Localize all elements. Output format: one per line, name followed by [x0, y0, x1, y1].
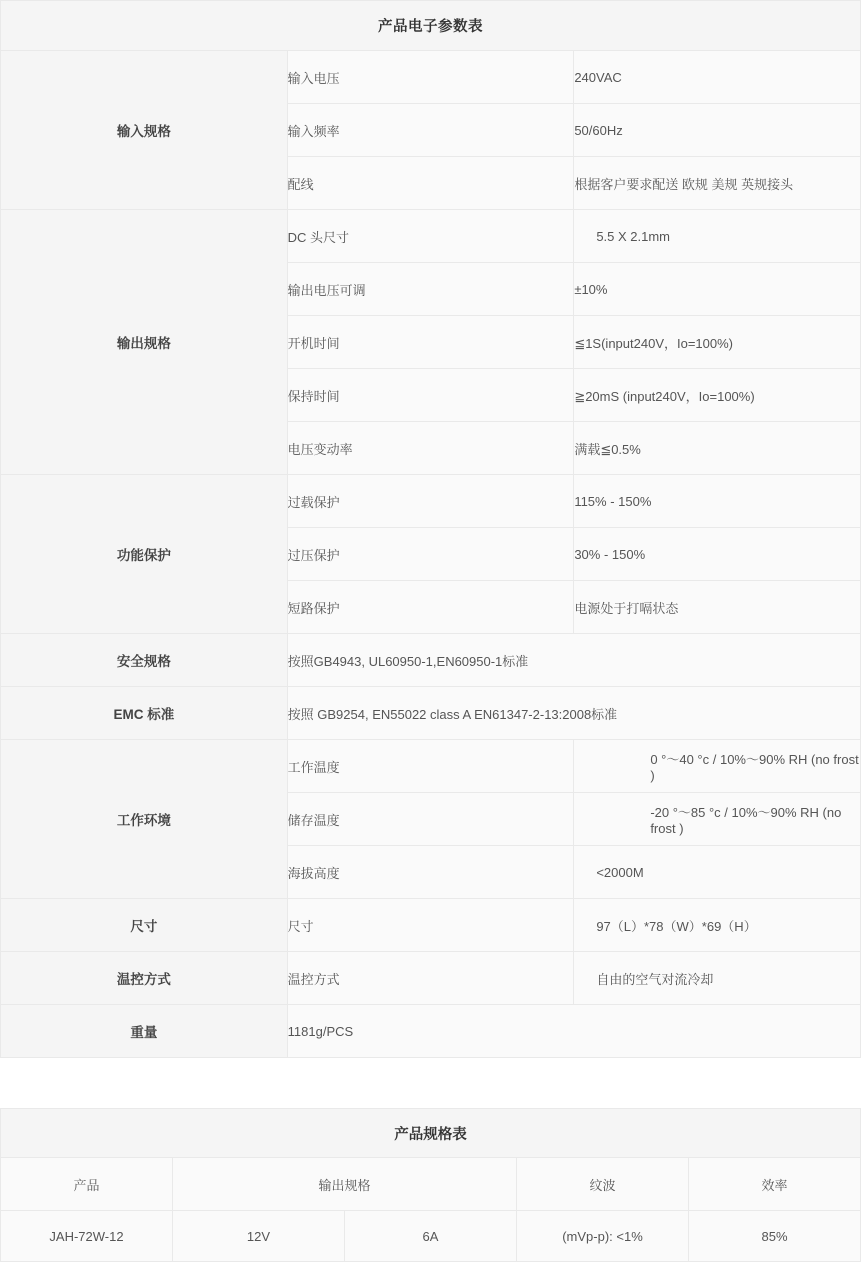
param-label: 过载保护: [287, 475, 574, 528]
param-label: 配线: [287, 157, 574, 210]
table-title-row: [1, 1, 861, 51]
category-dimension: 尺寸: [1, 899, 288, 952]
param-value: 0 °～40 °c / 10%～90% RH (no frost ): [574, 740, 861, 793]
table-row: [1, 51, 861, 104]
param-value: 1181g/PCS: [287, 1005, 860, 1058]
category-safety-spec: 安全规格: [1, 634, 288, 687]
category-protection: 功能保护: [1, 475, 288, 634]
category-weight: 重量: [1, 1005, 288, 1058]
param-label: 尺寸: [287, 899, 574, 952]
param-label: 输入电压: [287, 51, 574, 104]
category-input-spec: 输入规格: [1, 51, 288, 210]
cell-product: JAH-72W-12: [1, 1211, 173, 1262]
product-model-table: [0, 1108, 861, 1262]
param-value: ±10%: [574, 263, 861, 316]
model-table-title: 产品规格表: [1, 1109, 861, 1158]
param-label: 短路保护: [287, 581, 574, 634]
category-output-spec: 输出规格: [1, 210, 288, 475]
param-label: 电压变动率: [287, 422, 574, 475]
cell-voltage: 12V: [173, 1211, 345, 1262]
spec-table-title: 产品电子参数表: [1, 1, 861, 51]
table-row: [1, 1005, 861, 1058]
table-row: [1, 740, 861, 793]
param-value: 50/60Hz: [574, 104, 861, 157]
param-value: 97（L）*78（W）*69（H）: [574, 899, 861, 952]
param-value: 按照 GB9254, EN55022 class A EN61347-2-13:2008标准: [287, 687, 860, 740]
category-cooling: 温控方式: [1, 952, 288, 1005]
param-value: <2000M: [574, 846, 861, 899]
param-label: 过压保护: [287, 528, 574, 581]
param-label: 输出电压可调: [287, 263, 574, 316]
table-row: [1, 899, 861, 952]
table-row: [1, 475, 861, 528]
param-label: DC 头尺寸: [287, 210, 574, 263]
param-label: 储存温度: [287, 793, 574, 846]
param-value: 30% - 150%: [574, 528, 861, 581]
param-value: 电源处于打嗝状态: [574, 581, 861, 634]
param-value: 根据客户要求配送 欧规 美规 英规接头: [574, 157, 861, 210]
table-row: [1, 952, 861, 1005]
category-emc-standard: EMC 标准: [1, 687, 288, 740]
param-label: 工作温度: [287, 740, 574, 793]
param-label: 保持时间: [287, 369, 574, 422]
table-row: [1, 687, 861, 740]
table-row: [1, 1211, 861, 1262]
category-environment: 工作环境: [1, 740, 288, 899]
param-value: 按照GB4943, UL60950-1,EN60950-1标准: [287, 634, 860, 687]
param-value: 240VAC: [574, 51, 861, 104]
param-label: 温控方式: [287, 952, 574, 1005]
param-value: 自由的空气对流冷却: [574, 952, 861, 1005]
column-header-product: 产品: [1, 1158, 173, 1211]
column-header-ripple: 纹波: [517, 1158, 689, 1211]
table-gap-spacer: [0, 1058, 861, 1108]
param-label: 输入频率: [287, 104, 574, 157]
column-header-efficiency: 效率: [689, 1158, 861, 1211]
param-value: ≧20mS (input240V，Io=100%): [574, 369, 861, 422]
param-value: -20 °～85 °c / 10%～90% RH (no frost ): [574, 793, 861, 846]
cell-efficiency: 85%: [689, 1211, 861, 1262]
param-label: 开机时间: [287, 316, 574, 369]
param-value: 满载≦0.5%: [574, 422, 861, 475]
cell-current: 6A: [345, 1211, 517, 1262]
param-value: 5.5 X 2.1mm: [574, 210, 861, 263]
table-row: [1, 210, 861, 263]
param-value: ≦1S(input240V，Io=100%): [574, 316, 861, 369]
table-header-row: [1, 1158, 861, 1211]
table-row: [1, 634, 861, 687]
param-value: 115% - 150%: [574, 475, 861, 528]
column-header-output: 输出规格: [173, 1158, 517, 1211]
table-title-row: [1, 1109, 861, 1158]
param-label: 海拔高度: [287, 846, 574, 899]
cell-ripple: (mVp-p): <1%: [517, 1211, 689, 1262]
